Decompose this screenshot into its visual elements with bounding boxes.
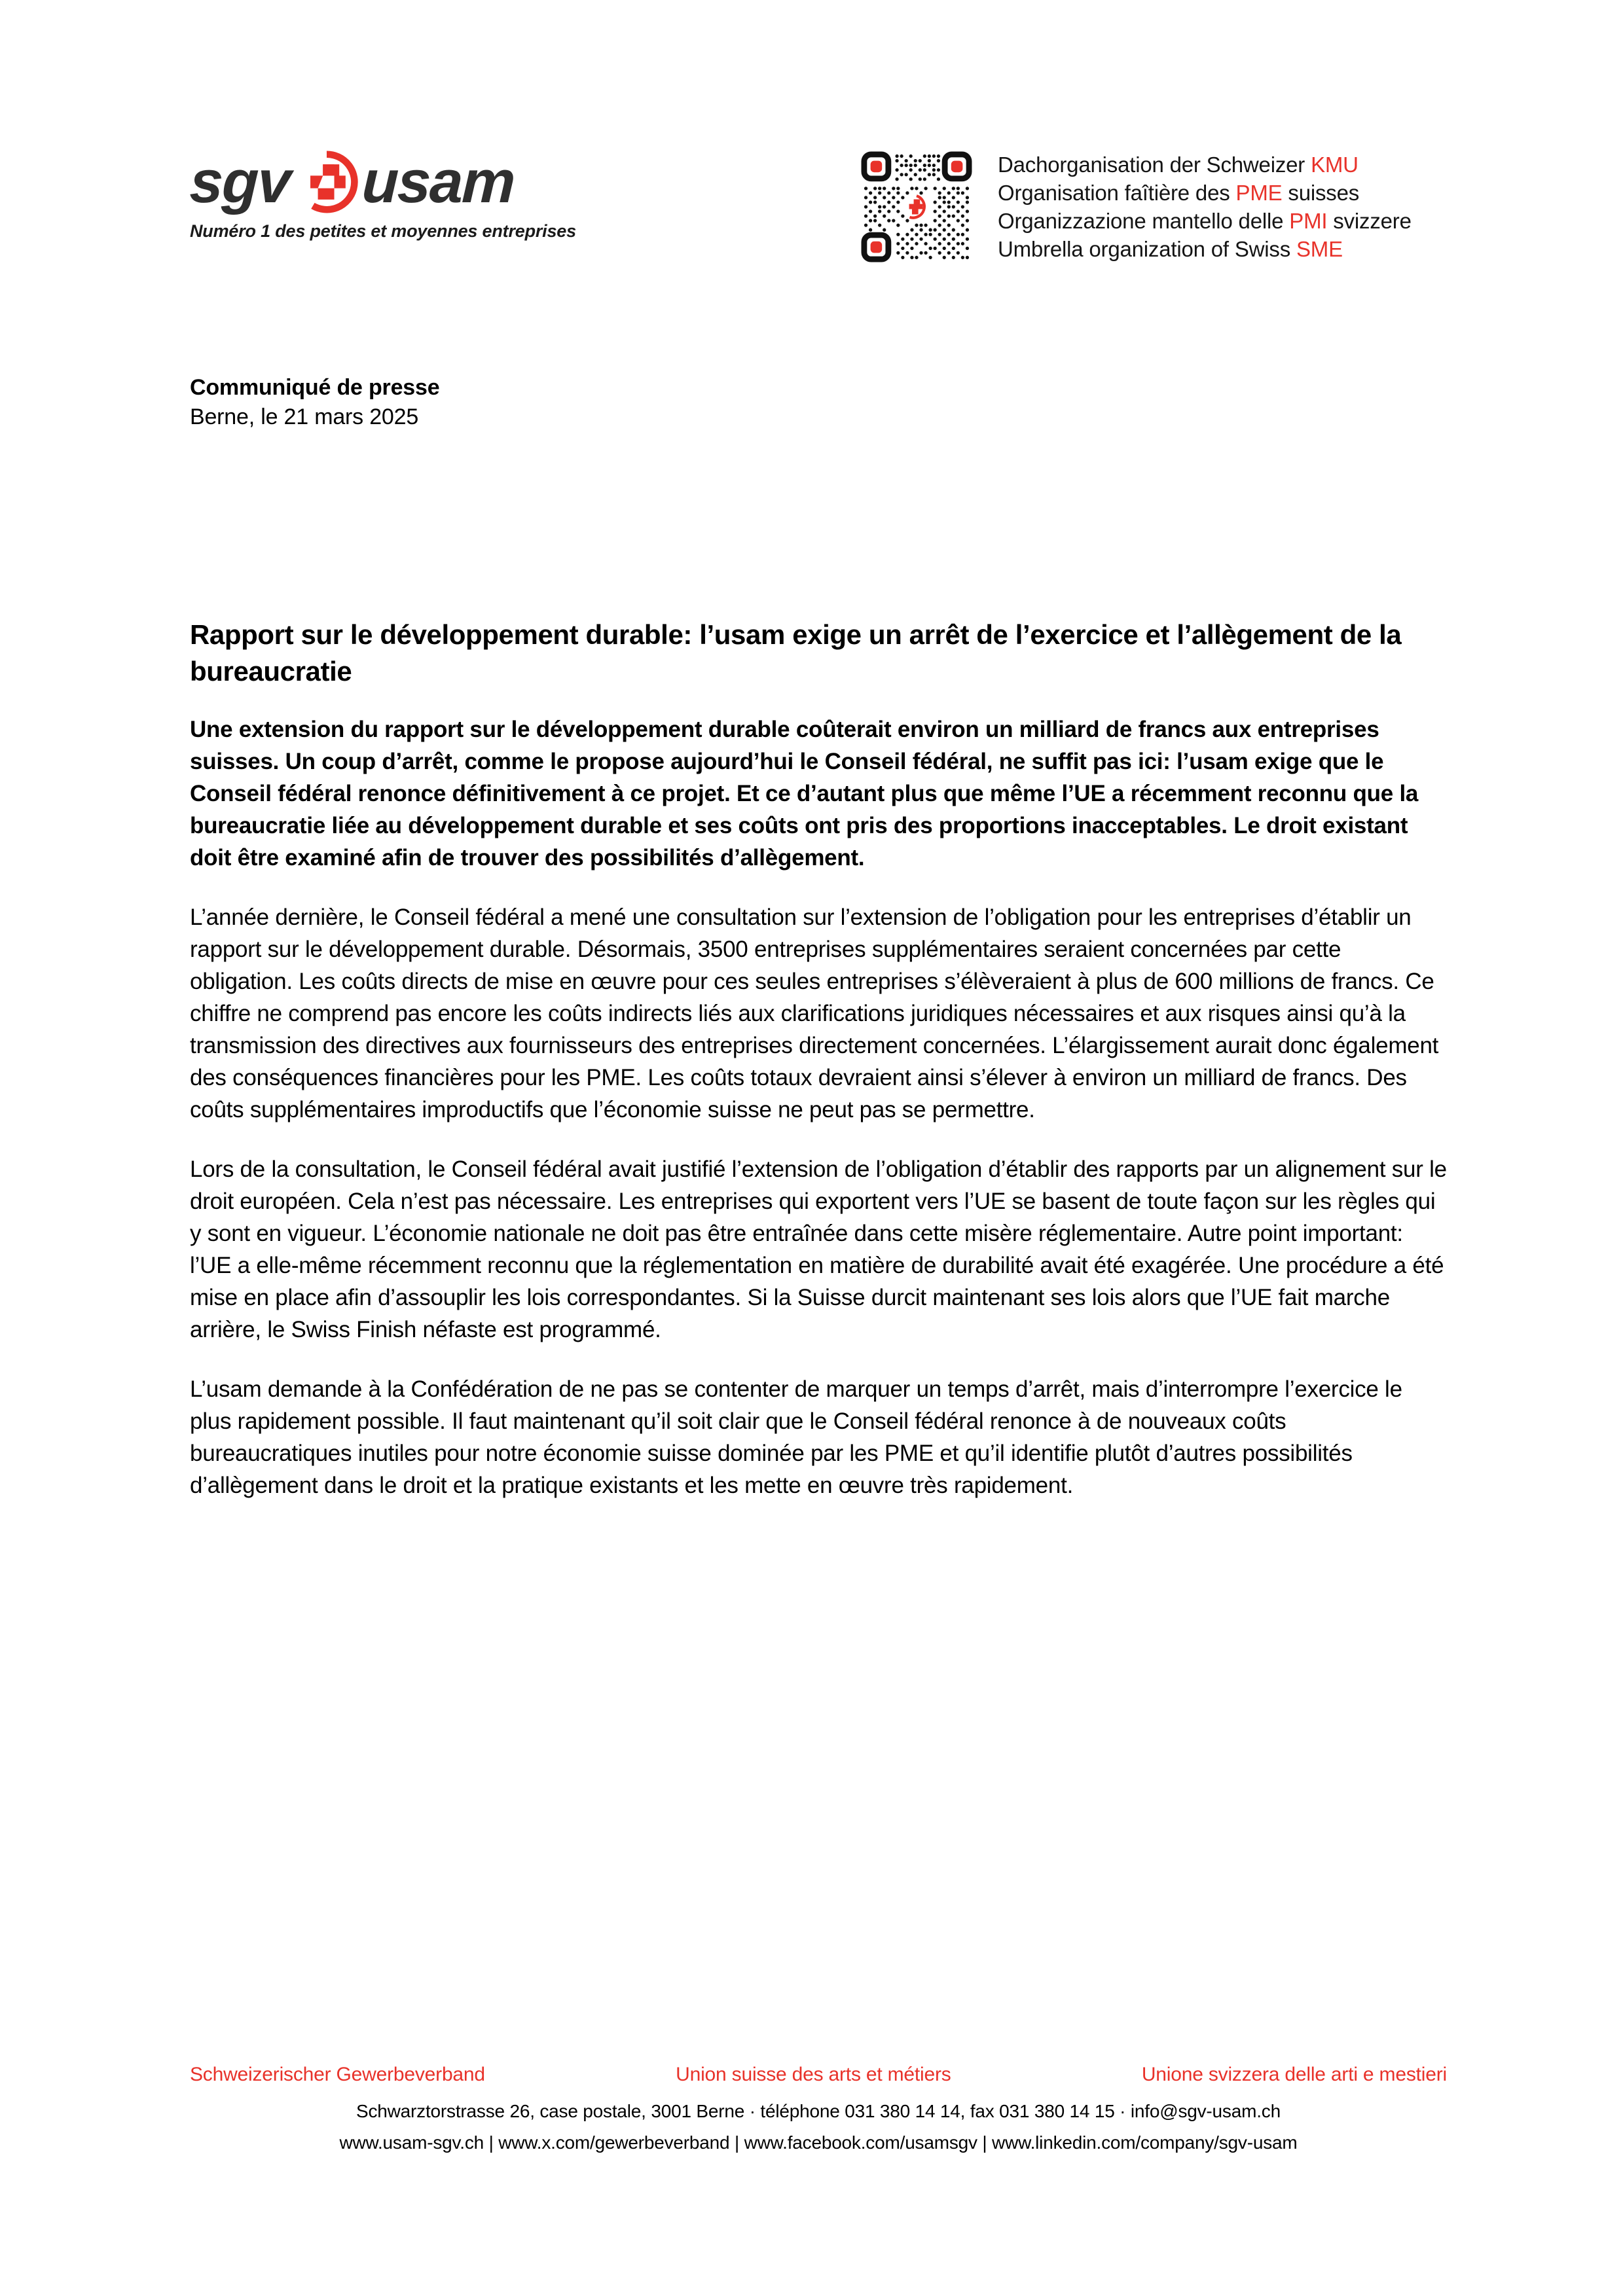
- claim-text-de: Dachorganisation der Schweizer: [998, 152, 1311, 177]
- claim-text-it: Organizzazione mantello delle: [998, 209, 1290, 233]
- claim-acronym-sme: SME: [1296, 237, 1343, 261]
- body-paragraph-1: L’année dernière, le Conseil fédéral a mené une consultation sur l’extension de l’obligation pour les entreprises d’établir un rapport sur le développement durable. Désormais, 3500 entreprises supplémentaires seraient concernées par cette obligation. Les coûts directs de mise en œuvre pour ces seules entreprises s’élèveraient à plus de 600 millions de francs. Ce chiffre ne comprend pas encore les coûts indirects liés aux clarifications juridiques nécessaires et aux risques ainsi qu’à la transmission des directives aux fournisseurs des entreprises directement concernées. L’élargissement aurait donc également des conséquences financières pour les PME. Les coûts totaux devraient ainsi s’élever à environ un milliard de francs. Des coûts supplémentaires improductifs que l’économie suisse ne peut pas se permettre.: [190, 905, 1439, 1122]
- claim-suffix-fr: suisses: [1282, 181, 1360, 205]
- logo-wordmark: [189, 149, 596, 215]
- page-title: Rapport sur le développement durable: l’usam exige un arrêt de l’exercice et l’allègement de la bureaucratie: [190, 619, 1402, 687]
- footer-org-de: Schweizerischer Gewerbeverband: [190, 2064, 485, 2085]
- body-paragraph-3: L’usam demande à la Confédération de ne pas se contenter de marquer un temps d’arrêt, mais d’interrompre l’exercice le plus rapidement possible. Il faut maintenant qu’il soit clair que le Conseil fédéral renonce à de nouveaux coûts bureaucratiques inutiles pour notre économie suisse dominée par les PME et qu’il identifie plutôt d’autres possibilités d’allègement dans le droit et la pratique existants et les mette en œuvre très rapidement.: [190, 1376, 1402, 1498]
- claim-acronym-pmi: PMI: [1289, 209, 1328, 233]
- lead-paragraph: Une extension du rapport sur le développement durable coûterait environ un milliard de francs aux entreprises suisses. Un coup d’arrêt, comme le propose aujourd’hui le Conseil fédéral, ne suffit pas ici: l’usam exige que le Conseil fédéral renonce définitivement à ce projet. Et ce d’autant plus que même l’UE a récemment reconnu que la bureaucratie liée au développement durable et ses coûts ont pris des proportions inacceptables. Le droit existant doit être examiné afin de trouver des possibilités d’allègement.: [190, 717, 1419, 870]
- page-footer: [190, 2062, 1447, 2156]
- claim-acronym-pme: PME: [1235, 181, 1283, 205]
- logo-text-usam: usam: [360, 149, 515, 215]
- claim-line-de: [998, 151, 1412, 179]
- footer-organization-names: [190, 2062, 1447, 2088]
- claim-line-fr: [998, 179, 1412, 207]
- sgv-usam-swiss-cross-emblem: [295, 151, 358, 213]
- claim-block: [859, 149, 1412, 264]
- dateline: Berne, le 21 mars 2025: [190, 404, 419, 429]
- claim-lines: [998, 149, 1412, 263]
- claim-line-en: [998, 235, 1412, 263]
- claim-suffix-it: svizzere: [1327, 209, 1412, 233]
- qr-code[interactable]: [859, 149, 974, 264]
- footer-links-line[interactable]: www.usam-sgv.ch | www.x.com/gewerbeverband | www.facebook.com/usamsgv | www.linkedin.com/company/sgv-usam: [339, 2132, 1298, 2153]
- footer-org-fr: Union suisse des arts et métiers: [676, 2064, 951, 2085]
- logo-tagline: Numéro 1 des petites et moyennes entreprises: [190, 221, 576, 241]
- sgv-usam-logo: [189, 149, 596, 242]
- claim-text-en: Umbrella organization of Swiss: [998, 237, 1296, 261]
- claim-line-it: [998, 207, 1412, 235]
- claim-text-fr: Organisation faîtière des: [998, 181, 1236, 205]
- footer-org-it: Unione svizzera delle arti e mestieri: [1141, 2064, 1447, 2085]
- page-header: [0, 0, 1623, 308]
- logo-text-sgv: sgv: [189, 149, 291, 215]
- document-kind: Communiqué de presse: [190, 375, 440, 400]
- document-body: [190, 373, 1447, 1524]
- footer-contact-line: Schwarztorstrasse 26, case postale, 3001 Berne · téléphone 031 380 14 14, fax 031 380 14 15 · info@sgv-usam.ch: [356, 2101, 1281, 2121]
- body-paragraph-2: Lors de la consultation, le Conseil fédéral avait justifié l’extension de l’obligation d’établir des rapports par un alignement sur le droit européen. Cela n’est pas nécessaire. Les entreprises qui exportent vers l’UE se basent de toute façon sur les règles qui y sont en vigueur. L’économie nationale ne doit pas être entraînée dans cette misère réglementaire. Autre point important: l’UE a elle-même récemment reconnu que la réglementation en matière de durabilité avait été exagérée. Une procédure a été mise en place afin d’assouplir les lois correspondantes. Si la Suisse durcit maintenant ses lois alors que l’UE fait marche arrière, le Swiss Finish néfaste est programmé.: [190, 1157, 1447, 1342]
- claim-acronym-kmu: KMU: [1311, 152, 1359, 177]
